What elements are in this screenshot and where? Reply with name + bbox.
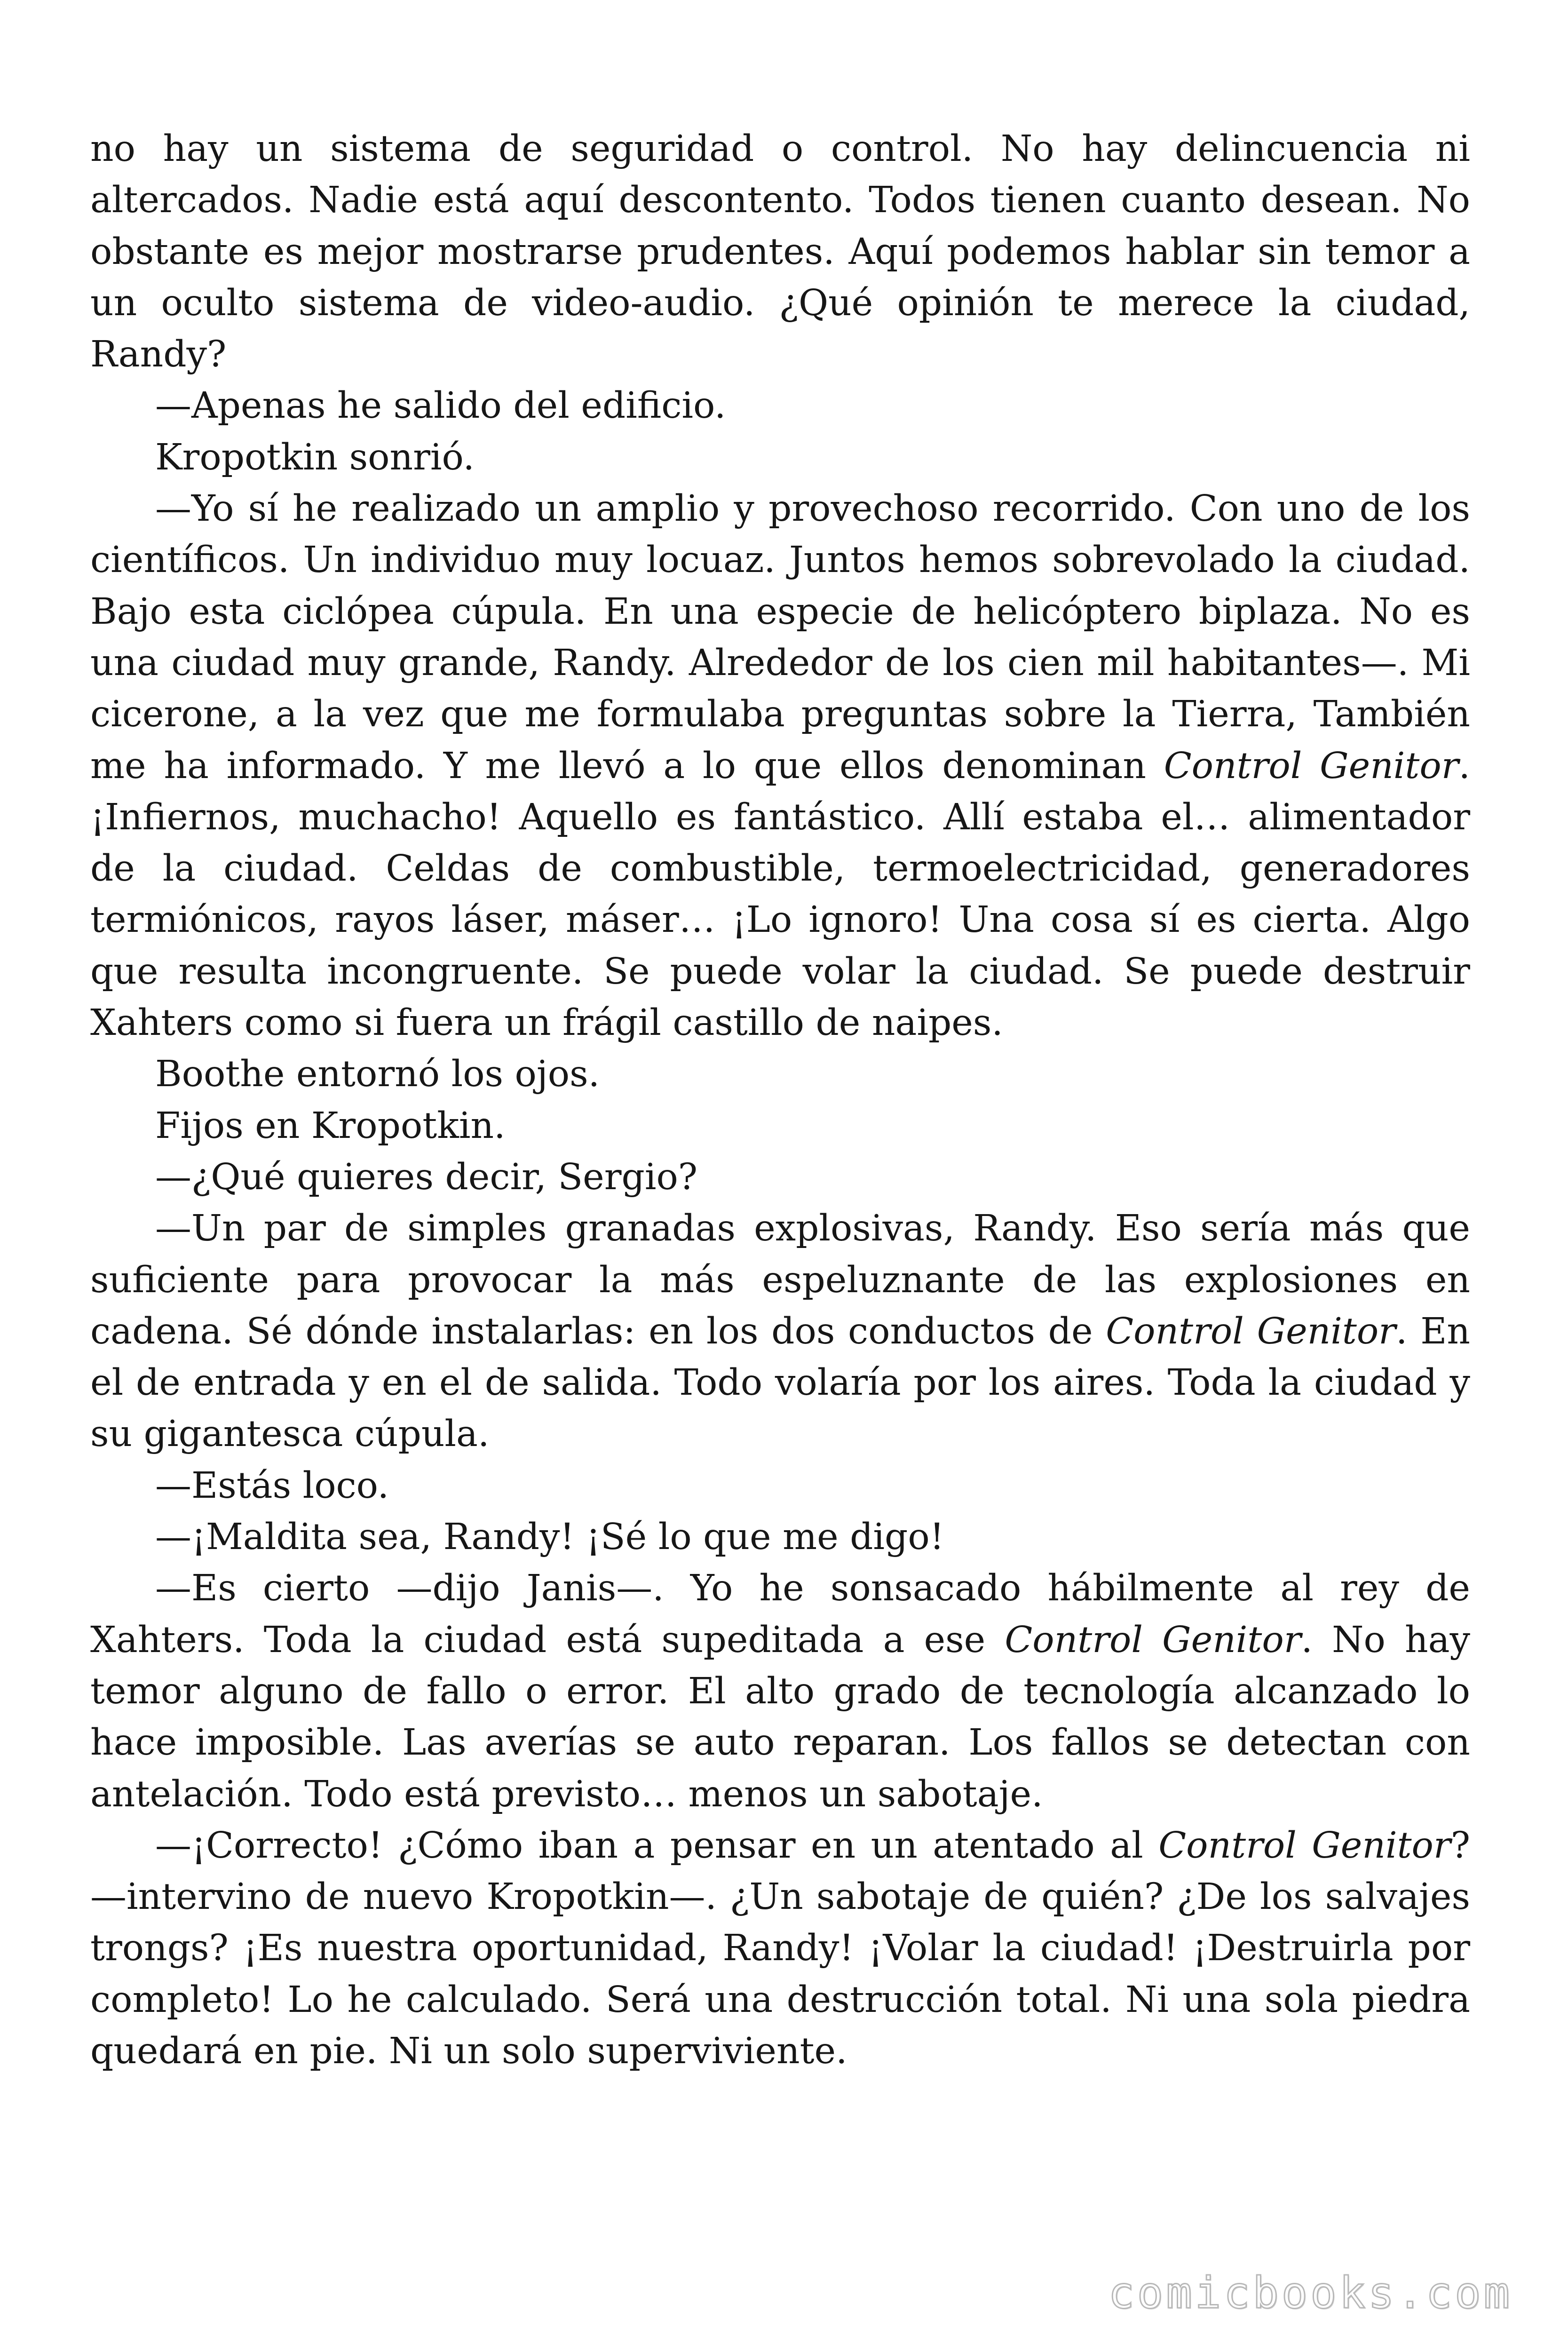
text-run: Fijos en Kropotkin. xyxy=(155,1104,506,1147)
text-run: —Yo sí he realizado un amplio y provechoso recorrido. Con uno de los científicos. Un individuo muy locuaz. Juntos hemos sobrevolado la ciudad. Bajo esta ciclópea cúpula. En una especie de helicóptero biplaza. No es una ciudad muy grande, Randy. Alrededor de los cien mil habitantes—. Mi cicerone, a la vez que me formulaba preguntas sobre la Tierra, También me ha informado. Y me llevó a lo que ellos denominan xyxy=(90,488,1470,787)
text-run: —Un par de simples granadas explosivas, Randy. Eso sería más que suficiente para provocar la más espeluznante de las explosiones en cadena. Sé dónde instalarlas: en los dos conductos de xyxy=(90,1208,1470,1352)
text-run: —Apenas he salido del edificio. xyxy=(155,385,726,427)
paragraph xyxy=(90,1049,1470,1100)
paragraph xyxy=(90,1460,1470,1511)
paragraph xyxy=(90,123,1470,380)
text-run: Boothe entornó los ojos. xyxy=(155,1053,600,1096)
italic-text: Control Genitor xyxy=(1164,745,1459,787)
paragraph xyxy=(90,432,1470,483)
text-run: —¡Maldita sea, Randy! ¡Sé lo que me digo! xyxy=(155,1516,944,1558)
italic-text: Control Genitor xyxy=(1158,1824,1451,1867)
paragraph xyxy=(90,1511,1470,1563)
text-run: ? —intervino de nuevo Kropotkin—. ¿Un sabotaje de quién? ¿De los salvajes trongs? ¡Es nuestra oportunidad, Randy! ¡Volar la ciudad! ¡Destruirla por completo! Lo he calculado. Será una destrucción total. Ni una sola piedra quedará en pie. Ni un solo superviviente. xyxy=(90,1824,1470,2072)
paragraph xyxy=(90,1152,1470,1203)
body-text xyxy=(90,123,1470,2077)
text-run: no hay un sistema de seguridad o control. No hay delincuencia ni altercados. Nadie está aquí descontento. Todos tienen cuanto desean. No obstante es mejor mostrarse prudentes. Aquí podemos hablar sin temor a un oculto sistema de video-audio. ¿Qué opinión te merece la ciudad, Randy? xyxy=(90,128,1470,376)
paragraph xyxy=(90,1820,1470,2077)
watermark: comicbooks.com xyxy=(1108,2268,1513,2318)
text-run: . ¡Infiernos, muchacho! Aquello es fantástico. Allí estaba el… alimentador de la ciudad. Celdas de combustible, termoelectricidad, generadores termiónicos, rayos láser, máser… ¡Lo ignoro! Una cosa sí es cierta. Algo que resulta incongruente. Se puede volar la ciudad. Se puede destruir Xahters como si fuera un frágil castillo de naipes. xyxy=(90,745,1471,1044)
text-run: —Es cierto —dijo Janis—. Yo he sonsacado hábilmente al rey de Xahters. Toda la ciudad está supeditada a ese xyxy=(90,1567,1470,1661)
paragraph xyxy=(90,1203,1470,1460)
text-run: . No hay temor alguno de fallo o error. El alto grado de tecnología alcanzado lo hace imposible. Las averías se auto reparan. Los fallos se detectan con antelación. Todo está previsto… menos un sabotaje. xyxy=(90,1619,1470,1815)
italic-text: Control Genitor xyxy=(1005,1619,1301,1661)
paragraph xyxy=(90,1100,1470,1152)
text-run: . En el de entrada y en el de salida. Todo volaría por los aires. Toda la ciudad y su gigantesca cúpula. xyxy=(90,1310,1470,1455)
text-run: —Estás loco. xyxy=(155,1464,389,1507)
paragraph xyxy=(90,483,1470,1049)
paragraph xyxy=(90,1563,1470,1820)
text-run: Kropotkin sonrió. xyxy=(155,436,475,478)
italic-text: Control Genitor xyxy=(1106,1310,1396,1352)
paragraph xyxy=(90,380,1470,431)
text-run: —¿Qué quieres decir, Sergio? xyxy=(155,1156,698,1198)
text-run: —¡Correcto! ¿Cómo iban a pensar en un atentado al xyxy=(155,1824,1159,1867)
